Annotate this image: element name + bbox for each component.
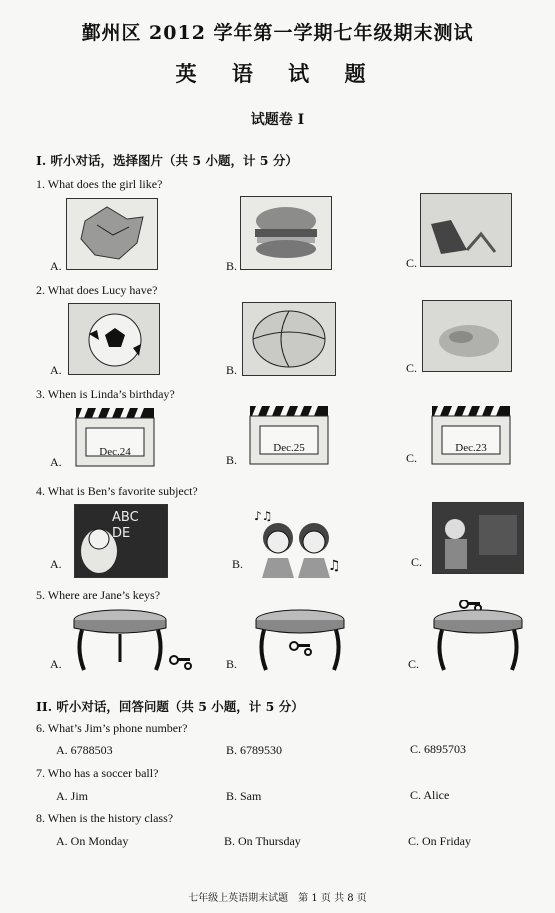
q5-picture-c bbox=[430, 600, 530, 674]
board-line-1: ABC bbox=[112, 510, 139, 525]
paper-label: 试题卷 I bbox=[250, 112, 305, 128]
q3-label-b: B. bbox=[226, 453, 238, 467]
question-2: 2. What does Lucy have? bbox=[36, 283, 158, 297]
q7-option-c: C. Alice bbox=[410, 788, 450, 802]
q8-option-c: C. On Friday bbox=[408, 834, 471, 848]
q5-label-c: C. bbox=[408, 657, 420, 671]
q3-label-c: C. bbox=[406, 451, 418, 465]
exam-title: 鄞州区 2012 学年第一学期七年级期末测试 bbox=[81, 22, 474, 44]
q7-option-a: A. Jim bbox=[56, 789, 89, 803]
q3-calendar-a bbox=[74, 406, 156, 468]
q5-label-a: A. bbox=[50, 657, 62, 671]
q3-calendar-b bbox=[248, 404, 330, 466]
q3-calendar-c bbox=[430, 404, 512, 466]
svg-text:♫: ♫ bbox=[328, 558, 341, 574]
q5-label-b: B. bbox=[226, 657, 238, 671]
q4-picture-c bbox=[432, 502, 524, 574]
q2-label-a: A. bbox=[50, 363, 62, 377]
q1-picture-c bbox=[420, 193, 512, 267]
q1-label-b: B. bbox=[226, 259, 238, 273]
q2-picture-a bbox=[68, 303, 160, 375]
q7-option-b: B. Sam bbox=[226, 789, 262, 803]
section-2-heading: II. 听小对话，回答问题（共 5 小题，计 5 分） bbox=[36, 699, 304, 714]
q1-label-c: C. bbox=[406, 256, 418, 270]
q4-board-text bbox=[112, 510, 139, 542]
q4-picture-b bbox=[248, 504, 344, 578]
q8-option-a: A. On Monday bbox=[56, 834, 129, 848]
question-7: 7. Who has a soccer ball? bbox=[36, 766, 159, 780]
q3-date-a: Dec.24 bbox=[99, 446, 131, 458]
question-5: 5. Where are Jane’s keys? bbox=[36, 588, 161, 602]
q3-date-b: Dec.25 bbox=[273, 442, 305, 454]
q6-option-a: A. 6788503 bbox=[56, 743, 113, 757]
question-6: 6. What’s Jim’s phone number? bbox=[36, 721, 188, 735]
page-footer: 七年级上英语期末试题 第 1 页 共 8 页 bbox=[188, 893, 367, 904]
section-1-heading: I. 听小对话，选择图片（共 5 小题，计 5 分） bbox=[36, 153, 298, 168]
q4-label-c: C. bbox=[411, 555, 423, 569]
question-8: 8. When is the history class? bbox=[36, 811, 174, 825]
q2-picture-b bbox=[242, 302, 336, 376]
q3-date-c: Dec.23 bbox=[455, 442, 487, 454]
q2-label-c: C. bbox=[406, 361, 418, 375]
q5-picture-b bbox=[252, 604, 372, 674]
q1-picture-a bbox=[66, 198, 158, 270]
question-4: 4. What is Ben’s favorite subject? bbox=[36, 484, 198, 498]
q6-option-b: B. 6789530 bbox=[226, 743, 283, 757]
question-3: 3. When is Linda’s birthday? bbox=[36, 387, 175, 401]
q1-picture-b bbox=[240, 196, 332, 270]
q1-label-a: A. bbox=[50, 259, 62, 273]
q2-picture-c bbox=[422, 300, 512, 372]
q5-picture-a bbox=[70, 604, 200, 674]
board-line-2: DE bbox=[112, 526, 131, 541]
q2-label-b: B. bbox=[226, 363, 238, 377]
q4-label-b: B. bbox=[232, 557, 244, 571]
q4-label-a: A. bbox=[50, 557, 62, 571]
question-1: 1. What does the girl like? bbox=[36, 177, 163, 191]
q8-option-b: B. On Thursday bbox=[224, 834, 301, 848]
q3-label-a: A. bbox=[50, 455, 62, 469]
q6-option-c: C. 6895703 bbox=[410, 742, 467, 756]
svg-text:♪♫: ♪♫ bbox=[254, 509, 273, 523]
exam-subtitle: 英 语 试 题 bbox=[175, 61, 380, 86]
